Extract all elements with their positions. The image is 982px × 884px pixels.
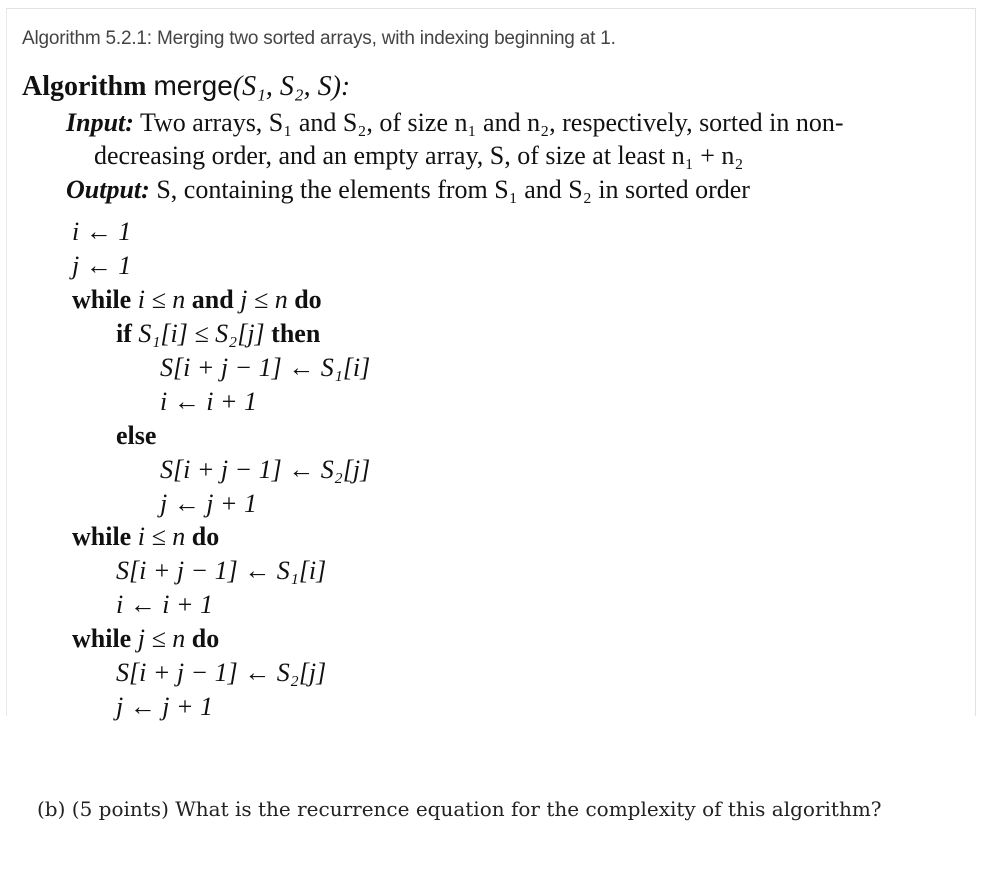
keyword-do: do	[191, 522, 220, 551]
code-token: ≤	[194, 319, 209, 348]
code-token: j	[137, 624, 145, 653]
code-token: i	[137, 285, 145, 314]
code-token: n	[274, 285, 288, 314]
code-line-15: j ← j + 1	[116, 692, 213, 721]
code-token: j	[240, 285, 248, 314]
keyword-do: do	[294, 285, 322, 314]
code-token: n	[172, 285, 186, 314]
input-line-1	[66, 108, 844, 138]
keyword-and: and	[191, 285, 234, 314]
output-line	[66, 175, 750, 205]
keyword-if: if	[116, 319, 132, 348]
code-token: ≤	[253, 285, 269, 314]
keyword-while: while	[72, 285, 132, 314]
algorithm-keyword: Algorithm	[22, 71, 147, 102]
algorithm-caption: Algorithm 5.2.1: Merging two sorted arrays, with indexing beginning at 1.	[22, 28, 616, 49]
code-token: n	[172, 624, 186, 653]
code-line-4	[116, 319, 320, 349]
code-line-3	[72, 285, 322, 315]
code-line-10	[72, 522, 219, 552]
keyword-then: then	[271, 319, 321, 348]
code-line-2: j ← 1	[72, 251, 132, 280]
code-line-9: j ← j + 1	[160, 489, 257, 518]
code-token: S₂[j]	[215, 319, 265, 348]
input-label: Input:	[66, 108, 134, 137]
code-line-12: i ← i + 1	[116, 590, 213, 619]
output-label: Output:	[66, 175, 150, 204]
input-text-1: Two arrays, S₁ and S₂, of size n₁ and n₂, respectively, sorted in non-	[139, 108, 844, 137]
algorithm-title	[22, 70, 350, 103]
code-token: ≤	[151, 522, 166, 551]
code-line-11: S[i + j − 1] ← S₁[i]	[116, 556, 327, 585]
output-text: S, containing the elements from S₁ and S₂ in sorted order	[156, 175, 750, 204]
code-line-1: i ← 1	[72, 217, 132, 246]
code-line-8: S[i + j − 1] ← S₂[j]	[160, 455, 371, 484]
question-text: (b) (5 points) What is the recurrence equation for the complexity of this algorithm?	[37, 797, 882, 821]
code-line-13	[72, 624, 219, 654]
code-line-14: S[i + j − 1] ← S₂[j]	[116, 658, 327, 687]
algorithm-params: (S₁, S₂, S):	[232, 71, 351, 102]
code-token: S₁[i]	[138, 319, 188, 348]
code-token: i	[137, 522, 145, 551]
keyword-while: while	[72, 624, 132, 653]
code-line-6: i ← i + 1	[160, 387, 257, 416]
keyword-do: do	[191, 624, 220, 653]
code-token: n	[172, 522, 186, 551]
keyword-while: while	[72, 522, 132, 551]
code-token: ≤	[151, 285, 166, 314]
code-token: ≤	[151, 624, 166, 653]
input-text-2: decreasing order, and an empty array, S, of size at least n₁ + n₂	[94, 141, 744, 170]
code-line-7: else	[116, 421, 157, 450]
code-line-5: S[i + j − 1] ← S₁[i]	[160, 353, 371, 382]
algorithm-name: merge	[153, 70, 233, 101]
